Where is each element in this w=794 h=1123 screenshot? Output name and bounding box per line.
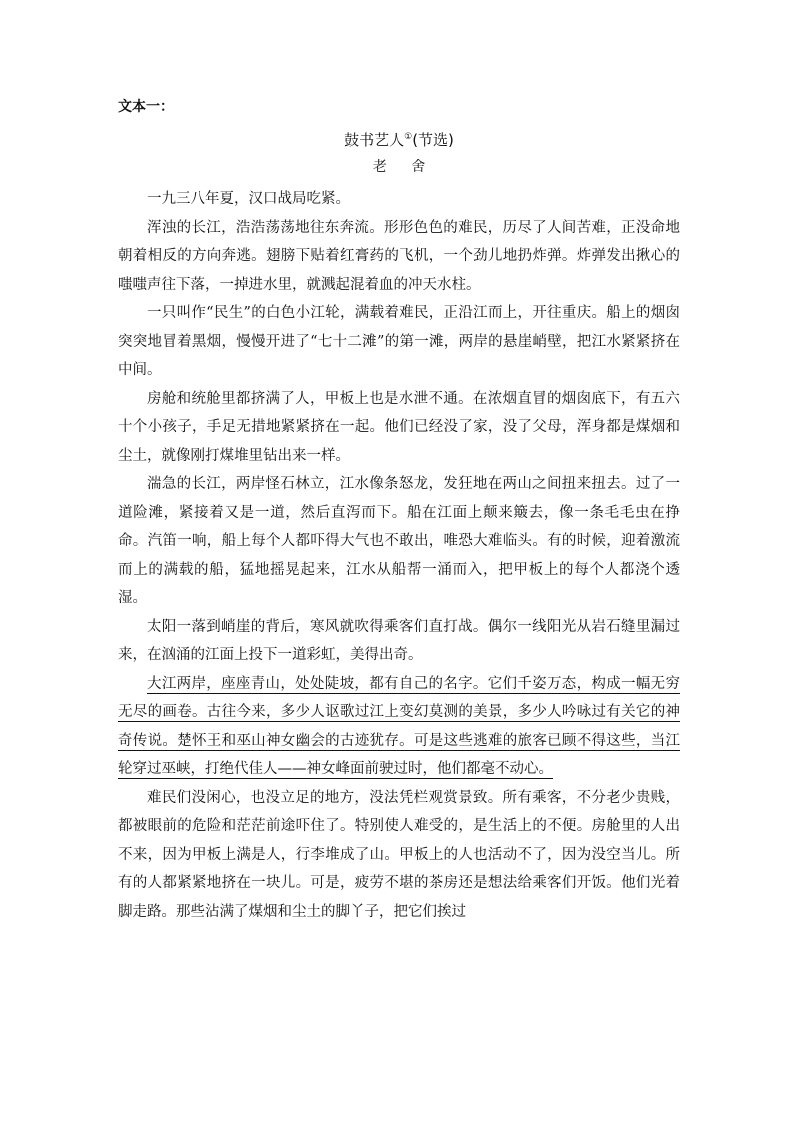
paragraph-3: 一只叫作“民生”的白色小江轮，满载着难民，正沿江而上，开往重庆。船上的烟囱突突地冒着黑烟，慢慢开进了“七十二滩”的第一滩，两岸的悬崖峭壁，把江水紧紧挤在中间。	[118, 305, 680, 378]
paragraph-8: 难民们没闲心，也没立足的地方，没法凭栏观赏景致。所有乘客，不分老少贵贱，都被眼前的危险和茫茫前途吓住了。特别使人难受的，是生活上的不便。房舱里的人出不来，因为甲板上满是人，行李堆成了山。甲板上的人也活动不了，因为没空当儿。所有的人都紧紧地挤在一块儿。可是，疲劳不堪的茶房还是想法给乘客们开饭。他们光着脚走路。那些沾满了煤烟和尘土的脚丫子，把它们挨过	[118, 789, 680, 920]
paragraph-7-underlined: 大江两岸，座座青山，处处陡坡，都有自己的名字。它们千姿万态，构成一幅无穷无尽的画卷。古往今来，多少人讴歌过江上变幻莫测的美景，多少人吟咏过有关它的神奇传说。楚怀王和巫山神女幽会的古迹犹存。可是这些逃难的旅客已顾不得这些，当江轮穿过巫峡，打绝代佳人——神女峰面前驶过时，他们都毫不动心。	[118, 675, 680, 777]
title-suffix: (节选)	[412, 131, 454, 149]
footnote-marker: ①	[404, 132, 413, 142]
section-label: 文本一：	[118, 99, 174, 115]
article-title	[118, 122, 680, 152]
paragraph-5: 湍急的长江，两岸怪石林立，江水像条怒龙，发狂地在两山之间扭来扭去。过了一道险滩，紧接着又是一道，然后直泻而下。船在江面上颠来簸去，像一条毛毛虫在挣命。汽笛一响，船上每个人都吓得大气也不敢出，唯恐大难临头。有的时候，迎着激流而上的满载的船，猛地摇晃起来，江水从船帮一涌而入，把甲板上的每个人都浇个透湿。	[118, 476, 680, 606]
paragraph-4: 房舱和统舱里都挤满了人，甲板上也是水泄不通。在浓烟直冒的烟囱底下，有五六十个小孩子，手足无措地紧紧挤在一起。他们已经没了家，没了父母，浑身都是煤烟和尘土，就像刚打煤堆里钻出来一样。	[118, 390, 680, 464]
paragraph-1: 一九三八年夏，汉口战局吃紧。	[147, 191, 350, 207]
author-name: 老 舍	[372, 159, 436, 175]
paragraph-2: 浑浊的长江，浩浩荡荡地往东奔流。形形色色的难民，历尽了人间苦难，正没命地朝着相反的方向奔逃。翅膀下贴着红膏药的飞机，一个劲儿地扔炸弹。炸弹发出揪心的嗤嗤声往下落，一掉进水里，就溅起混着血的冲天水柱。	[118, 219, 680, 293]
title-text: 鼓书艺人	[344, 131, 405, 149]
document-page	[118, 92, 680, 926]
paragraph-6: 太阳一落到峭崖的背后，寒风就吹得乘客们直打战。偶尔一线阳光从岩石缝里漏过来，在汹涌的江面上投下一道彩虹，美得出奇。	[118, 618, 680, 663]
